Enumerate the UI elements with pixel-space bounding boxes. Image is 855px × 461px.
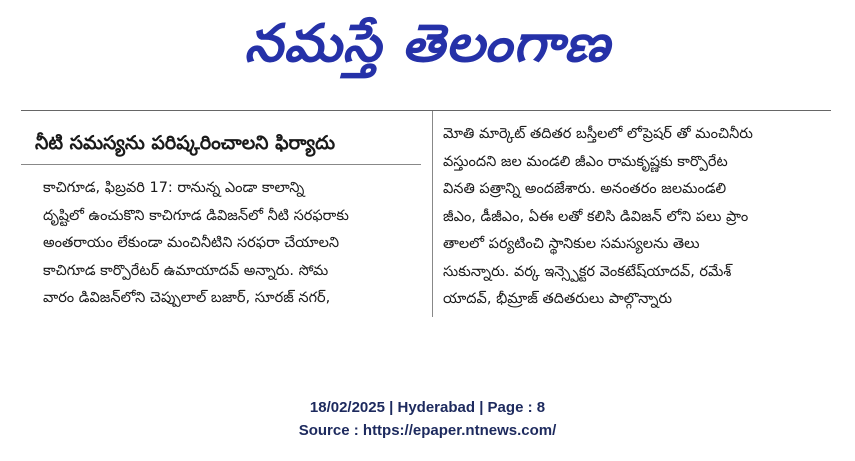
body-line: యాదవ్, భీమ్రాజ్ తదితరులు పాల్గొన్నారు: [443, 291, 673, 307]
body-line: వస్తుందని జల మండలి జీఎం రామకృష్ణకు కార్పొరేట: [443, 153, 728, 170]
body-line: అంతరాయం లేకుండా మంచినీటిని సరఫరా చేయాలని: [43, 235, 340, 251]
body-line: సుకున్నారు. వర్క ఇన్స్పెక్టర వెంకటేష్‌యాదవ్, రమేశ్: [443, 263, 732, 280]
masthead-title: నమస్తే తెలంగాణ: [244, 13, 611, 74]
body-line: జీఎం, డీజీఎం, ఏఈ లతో కలిసి డివిజన్ లోని పలు ప్రాం: [443, 208, 749, 225]
source-link[interactable]: Source : https://epaper.ntnews.com/: [298, 422, 557, 439]
headline-divider: [21, 164, 421, 165]
body-line: కాచిగూడ, ఫిబ్రవరి 17: రానున్న ఎండా కాలాన్ని: [43, 180, 305, 196]
body-line: వినతి పత్రాన్ని అందజేశారు. అనంతరం జలమండలి: [443, 181, 727, 197]
right-body: [443, 121, 831, 314]
left-body: [21, 175, 421, 313]
body-line: కాచిగూడ కార్పొరేటర్ ఉమాయాదవ్ అన్నారు. సోమ: [43, 262, 329, 279]
body-line: దృష్టిలో ఉంచుకొని కాచిగూడ డివిజన్‌లో నీటి సరఫరాకు: [43, 207, 349, 224]
left-column: [21, 111, 421, 379]
body-line: మోతి మార్కెట్ తదితర బస్తీలలో లోప్రెషర్ తో మంచినీరు: [443, 126, 753, 142]
column-divider: [432, 111, 433, 317]
publication-meta: 18/02/2025 | Hyderabad | Page : 8: [309, 399, 546, 416]
article-headline: నీటి సమస్యను పరిష్కరించాలని ఫిర్యాదు: [35, 132, 336, 154]
body-line: తాలలో పర్యటించి స్థానికుల సమస్యలను తెలు: [443, 236, 700, 252]
right-column: [443, 111, 831, 314]
body-line: వారం డివిజన్‌లోని చెప్పులాల్ బజార్, సూరజ్ నగర్,: [43, 290, 331, 306]
masthead-logo: [0, 4, 855, 84]
news-clipping: [21, 110, 831, 379]
